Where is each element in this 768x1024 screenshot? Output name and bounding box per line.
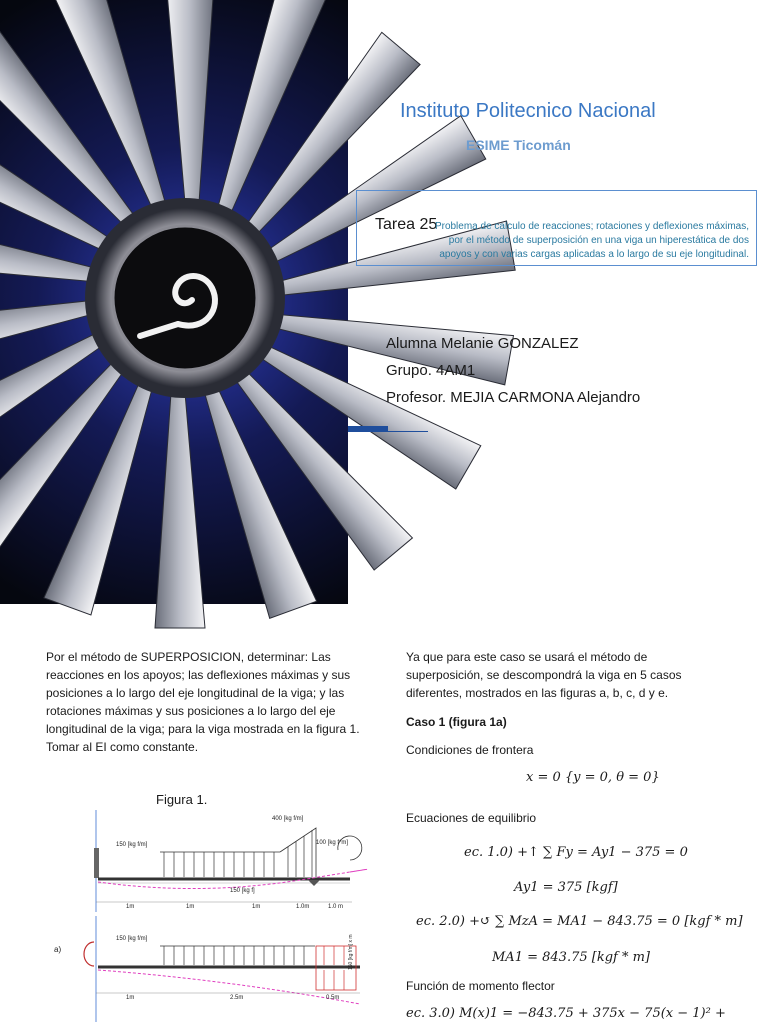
- equation-2: ec. 2.0) +↺ ∑ MzA = MA1 − 843.75 = 0 [kgf * m]: [416, 914, 743, 929]
- institute-title: Instituto Politecnico Nacional: [400, 100, 656, 122]
- svg-text:2.5m: 2.5m: [230, 995, 244, 1001]
- svg-text:1.0 m: 1.0 m: [328, 904, 344, 910]
- moment-title: Función de momento flector: [406, 979, 555, 993]
- svg-text:a): a): [54, 945, 62, 954]
- accent-line: [388, 431, 428, 432]
- equation-1-result: Ay1 = 375 [kgf]: [514, 880, 618, 895]
- svg-text:150 [kg f/m] x m: 150 [kg f/m] x m: [348, 934, 354, 970]
- svg-text:1m: 1m: [126, 995, 135, 1001]
- svg-text:150 [kg f]: 150 [kg f]: [230, 888, 255, 894]
- task-label: Tarea 25: [375, 216, 438, 233]
- beam-diagram: [54, 800, 380, 1024]
- jet-engine-fan-image: [0, 0, 348, 604]
- equation-3: ec. 3.0) M(x)1 = −843.75 + 375x − 75(x − 1)² +: [406, 1006, 726, 1021]
- school-subtitle: ESIME Ticomán: [466, 137, 571, 153]
- accent-bar: [348, 426, 388, 432]
- equilibrium-title: Ecuaciones de equilibrio: [406, 811, 537, 825]
- method-paragraph: Ya que para este caso se usará el método de superposición, se descompondrá la viga en 5 casos diferentes, mostrados en las figuras a, b, c, d y e.: [406, 650, 682, 700]
- equation-1: ec. 1.0) +↑ ∑ Fy = Ay1 − 375 = 0: [464, 845, 688, 860]
- figure-1: [94, 810, 367, 912]
- svg-text:100 [kg f*m]: 100 [kg f*m]: [316, 840, 349, 846]
- svg-text:1m: 1m: [252, 904, 261, 910]
- svg-text:0.5m: 0.5m: [326, 995, 340, 1001]
- svg-text:150 [kg f/m]: 150 [kg f/m]: [116, 842, 148, 848]
- task-box: [356, 190, 757, 266]
- svg-text:1m: 1m: [186, 904, 195, 910]
- student-name: Alumna Melanie GONZALEZ: [386, 335, 579, 352]
- svg-text:1.0m: 1.0m: [296, 904, 310, 910]
- professor-name: Profesor. MEJIA CARMONA Alejandro: [386, 389, 641, 406]
- case-title: Caso 1 (figura 1a): [406, 715, 507, 729]
- boundary-equation: x = 0 {y = 0, θ = 0}: [526, 770, 660, 785]
- task-description: Problema de calculo de reacciones; rotaciones y deflexiones máximas, por el método de superposición en una viga un hiperestática de dos apoyos y con varias cargas aplicadas a lo largo de su eje longitudinal.: [434, 221, 749, 260]
- wall-support-icon: [94, 848, 99, 878]
- svg-text:1m: 1m: [126, 904, 135, 910]
- svg-text:150 [kg f/m]: 150 [kg f/m]: [116, 936, 148, 942]
- figure-a: [54, 916, 360, 1022]
- equation-2-result: MA1 = 843.75 [kgf * m]: [492, 950, 650, 965]
- group-label: Grupo. 4AM1: [386, 362, 476, 379]
- problem-statement: Por el método de SUPERPOSICION, determinar: Las reacciones en los apoyos; las deflexiones máximas y sus posiciones a lo largo del eje longitudinal de la viga; y las rotaciones máximas y sus posiciones a lo largo del eje longitudinal de la viga; para la viga mostrada en la figura 1. Tomar al EI como constante.: [46, 650, 360, 754]
- boundary-title: Condiciones de frontera: [406, 743, 534, 757]
- figure-title: Figura 1.: [156, 792, 208, 807]
- svg-text:400 [kg f/m]: 400 [kg f/m]: [272, 816, 304, 822]
